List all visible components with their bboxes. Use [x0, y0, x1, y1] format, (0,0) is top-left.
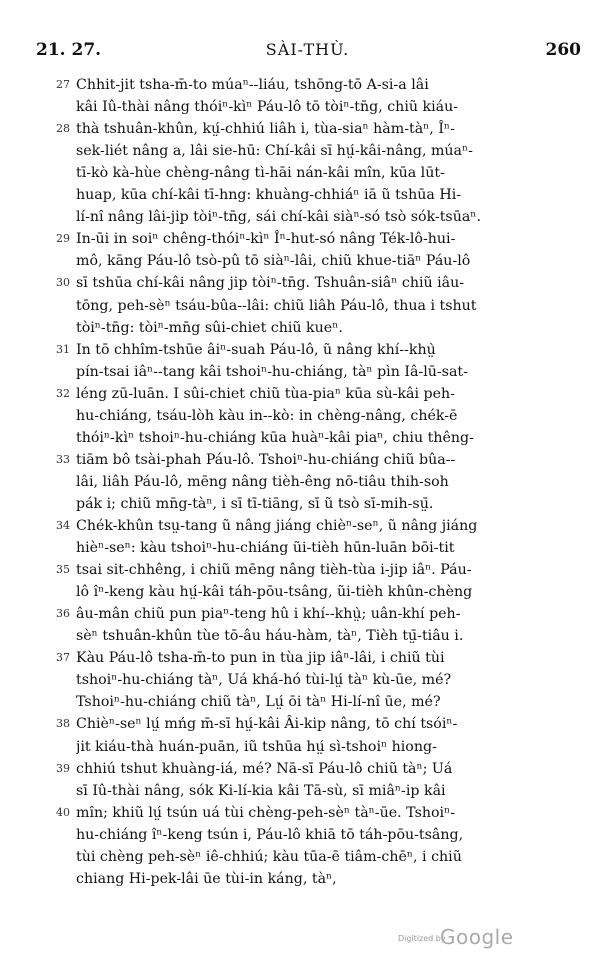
- digitized-label: Digitized by: [398, 934, 446, 943]
- line-text: mîn; khiũ lṳ́ tsún uá tùi chèng-peh-sèⁿ tàⁿ-ūe. Tshoiⁿ-: [76, 804, 456, 821]
- text-line: [0, 758, 615, 780]
- verse-number: [56, 162, 74, 184]
- verse-number: [56, 427, 74, 449]
- line-text: Chék-khûn tsṳ-tang ũ nâng jiáng chièⁿ-seⁿ, ũ nâng jiáng: [76, 518, 478, 534]
- verse-number: [56, 405, 74, 427]
- verse-number: 39: [56, 761, 70, 775]
- verse-number: [56, 625, 74, 647]
- verse-number: 31: [56, 342, 70, 356]
- line-text: huap, kūa chí-kâi tī-hng: khuàng-chhiáⁿ iā ũ tshūa Hi-: [76, 187, 462, 204]
- line-text: In-ūi in soiⁿ chêng-thóiⁿ-kìⁿ Îⁿ-hut-só nâng Ték-lô-hui-: [76, 231, 456, 248]
- line-text: sī Iû-thài nâng, sók Ki-lí-kia kâi Tā-sù, sī miâⁿ-ip kâi: [76, 782, 446, 799]
- text-line: [0, 736, 615, 758]
- verse-number: [56, 317, 74, 339]
- text-line: [0, 295, 615, 317]
- verse-number: [56, 868, 74, 890]
- text-line: [0, 559, 615, 581]
- verse-number: 40: [56, 805, 70, 819]
- line-text: tī-kò kà-hùe chèng-nâng tì-hāi nán-kâi mîn, kūa lūt-: [76, 165, 445, 182]
- line-text: Chièⁿ-seⁿ lṳ́ mńg m̄-sī hṳ́-kâi Âi-kip nâng, tō chí tsóiⁿ-: [76, 716, 458, 733]
- line-text: tòiⁿ-tn̄g: tòiⁿ-mn̄g sûi-chiet chiũ kueⁿ.: [76, 319, 343, 336]
- verse-number: 38: [56, 717, 70, 731]
- text-line: [0, 471, 615, 493]
- line-text: Tshoiⁿ-hu-chiáng chiũ tàⁿ, Lṳ́ ōi tàⁿ Hi-lí-nî ūe, mé?: [76, 694, 441, 711]
- text-line: [0, 250, 615, 272]
- text-line: [0, 96, 615, 118]
- line-text: tiām bô tsài-phah Páu-lô. Tshoiⁿ-hu-chiáng chiũ bûa--: [76, 451, 456, 468]
- verse-number: [56, 581, 74, 603]
- line-text: hièⁿ-seⁿ: kàu tshoiⁿ-hu-chiáng ũi-tièh hūn-luān bōi-tit: [76, 540, 455, 557]
- text-line: [0, 868, 615, 890]
- verse-number: 27: [56, 78, 70, 91]
- text-line: [0, 228, 615, 250]
- line-text: thóiⁿ-kìⁿ tshoiⁿ-hu-chiáng kūa huàⁿ-kâi piaⁿ, chiu thêng-: [76, 429, 474, 446]
- verse-number: 35: [56, 563, 70, 577]
- text-line: [0, 846, 615, 868]
- text-line: [0, 405, 615, 427]
- text-line: [0, 162, 615, 184]
- line-text: sek-liét nâng a, lâi sie-hū: Chí-kâi sī hṳ́-kâi-nâng, múaⁿ-: [76, 143, 473, 160]
- line-text: Kàu Páu-lô tsha-m̄-to pun in tùa jip iâⁿ-lâi, i chiũ tùi: [76, 650, 445, 667]
- verse-number: [56, 736, 74, 758]
- text-line: [0, 537, 615, 559]
- text-line: [0, 802, 615, 824]
- verse-number: [56, 250, 74, 272]
- verse-number: [56, 691, 74, 713]
- line-text: pín-tsai iâⁿ--tang kâi tshoiⁿ-hu-chiáng, tàⁿ pìn Iâ-lū-sat-: [76, 363, 468, 380]
- verse-number: 28: [56, 122, 70, 136]
- verse-number: 37: [56, 651, 70, 665]
- verse-number: [56, 295, 74, 317]
- text-line: [0, 713, 615, 735]
- line-text: In tō chhîm-tshūe âiⁿ-suah Páu-lô, ũ nâng khí--khṳ̀: [76, 341, 436, 358]
- page-header: [0, 40, 615, 66]
- verse-number: [56, 96, 74, 118]
- text-line: [0, 691, 615, 713]
- text-line: [0, 272, 615, 294]
- verse-number: 34: [56, 519, 70, 532]
- text-line: [0, 184, 615, 206]
- text-line: [0, 824, 615, 846]
- text-line: [0, 317, 615, 339]
- line-text: thà tshuân-khûn, kṳ́-chhiú liâh i, tùa-siaⁿ hàm-tàⁿ, Îⁿ-: [76, 121, 455, 138]
- verse-number: [56, 184, 74, 206]
- page-number: 260: [545, 40, 581, 60]
- line-text: âu-mân chiũ pun piaⁿ-teng hû i khí--khṳ̀; uân-khí peh-: [76, 606, 461, 623]
- text-line: [0, 206, 615, 228]
- line-text: hu-chiáng îⁿ-keng tsún i, Páu-lô khiā tō táh-pōu-tsâng,: [76, 826, 464, 843]
- line-text: chhiú tshut khuàng-iá, mé? Nā-sī Páu-lô chiũ tàⁿ; Uá: [76, 760, 453, 777]
- line-text: lí-nî nâng lâi-jip tòiⁿ-tn̄g, sái chí-kâi siàⁿ-só tsò sók-tsūaⁿ.: [76, 209, 481, 226]
- chapter-verse-ref: 21. 27.: [36, 40, 102, 60]
- text-line: [0, 669, 615, 691]
- line-text: sī tshūa chí-kâi nâng jip tòiⁿ-tn̄g. Tshuân-siâⁿ chiũ iâu-: [76, 275, 465, 292]
- verse-number: [56, 846, 74, 868]
- verse-number: [56, 537, 74, 559]
- text-line: [0, 361, 615, 383]
- text-line: [0, 625, 615, 647]
- verse-number: 33: [56, 452, 70, 466]
- text-line: [0, 118, 615, 140]
- line-text: lô îⁿ-keng kàu hṳ́-kâi táh-pōu-tsâng, ũi-tièh khûn-chèng: [76, 584, 473, 601]
- verse-number: [56, 824, 74, 846]
- verse-number: [56, 780, 74, 802]
- line-text: léng zū-luān. I sûi-chiet chiũ tùa-piaⁿ kūa sù-kâi peh-: [76, 385, 455, 402]
- text-line: [0, 780, 615, 802]
- line-text: kâi Iû-thài nâng thóiⁿ-kìⁿ Páu-lô tō tòiⁿ-tn̄g, chiũ kiáu-: [76, 99, 459, 116]
- text-line: [0, 427, 615, 449]
- line-text: sèⁿ tshuân-khûn tùe tō-âu háu-hàm, tàⁿ, Tièh tṳ̄-tiâu i.: [76, 628, 464, 645]
- verse-number: [56, 493, 74, 515]
- line-text: tōng, peh-sèⁿ tsáu-bûa--lâi: chiũ liâh Páu-lô, thua i tshut: [76, 297, 477, 314]
- verse-number: [56, 206, 74, 228]
- line-text: hu-chiáng, tsáu-lòh kàu in--kò: in chèng-nâng, chék-ē: [76, 407, 458, 424]
- verse-number: [56, 669, 74, 691]
- line-text: chiang Hi-pek-lâi ūe tùi-in káng, tàⁿ,: [76, 870, 337, 887]
- text-line: [0, 493, 615, 515]
- book-title: SÀI-THÙ.: [265, 40, 350, 59]
- text-line: [0, 449, 615, 471]
- text-line: [0, 603, 615, 625]
- line-text: jit kiáu-thà huán-puān, iũ tshūa hṳ́ sì-tshoiⁿ hiong-: [76, 738, 437, 755]
- verse-number: 30: [56, 276, 70, 290]
- line-text: tshoiⁿ-hu-chiáng tàⁿ, Uá khá-hó tùi-lṳ́ tàⁿ kù-ūe, mé?: [76, 672, 452, 689]
- line-text: tsai sit-chhêng, i chiũ mēng nâng tièh-tùa i-jip iâⁿ. Páu-: [76, 562, 472, 579]
- digitized-watermark: [398, 925, 578, 949]
- text-line: [0, 383, 615, 405]
- text-line: [0, 339, 615, 361]
- text-line: [0, 74, 615, 96]
- line-text: lâi, liâh Páu-lô, mēng nâng tièh-êng nō-tiâu thih-soh: [76, 473, 449, 490]
- verse-number: [56, 361, 74, 383]
- verse-number: 29: [56, 232, 70, 246]
- line-text: tùi chèng peh-sèⁿ iê-chhiú; kàu tūa-ē tiâm-chēⁿ, i chiũ: [76, 848, 462, 865]
- line-text: Chhit-jit tsha-m̄-to múaⁿ--liáu, tshōng-tō A-si-a lâi: [76, 77, 429, 93]
- line-text: mô, kāng Páu-lô tsò-pû tō siàⁿ-lâi, chiũ khue-tiāⁿ Páu-lô: [76, 253, 471, 270]
- verse-number: 36: [56, 607, 70, 621]
- text-line: [0, 581, 615, 603]
- text-line: [0, 140, 615, 162]
- verse-number: [56, 140, 74, 162]
- verse-number: 32: [56, 386, 70, 400]
- google-logo: Google: [440, 925, 514, 949]
- line-text: pák i; chiũ mn̄g-tàⁿ, i sī tī-tiāng, sī ũ tsò sī-mih-sṳ̄.: [76, 495, 434, 512]
- text-line: [0, 515, 615, 537]
- verse-number: [56, 471, 74, 493]
- text-line: [0, 647, 615, 669]
